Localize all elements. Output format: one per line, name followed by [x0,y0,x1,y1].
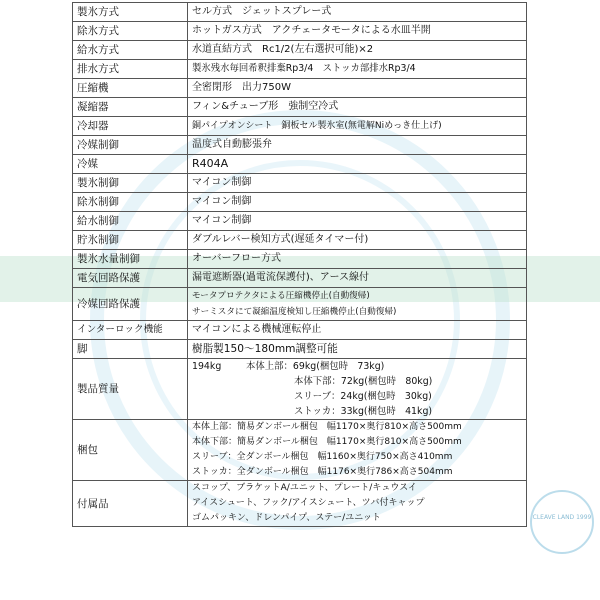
spec-value: フィン&チューブ形 強制空冷式 [188,98,527,117]
weight-net: 24kg [340,391,364,402]
spec-value: ダブルレバー検知方式(遅延タイマー付) [188,231,527,250]
spec-table [72,2,527,527]
spec-row [73,269,527,288]
spec-value: 漏電遮断器(過電流保護付)、アース線付 [188,269,527,288]
spec-value: 製氷残水毎回希釈排棄Rp3/4 ストッカ部排水Rp3/4 [188,60,527,79]
spec-row [73,231,527,250]
spec-value: オーバーフロー方式 [188,250,527,269]
spec-row [73,481,527,527]
spec-label: 付属品 [73,481,188,527]
spec-label: 給水方式 [73,41,188,60]
spec-row [73,359,527,420]
spec-label: 製品質量 [73,359,188,420]
spec-value: マイコンによる機械運転停止 [188,321,527,340]
spec-value-multiline [188,288,527,321]
spec-row [73,136,527,155]
weight-line [192,374,522,389]
spec-label: 除氷制御 [73,193,188,212]
spec-label: 脚 [73,340,188,359]
spec-label: 冷媒 [73,155,188,174]
spec-row [73,321,527,340]
spec-row [73,79,527,98]
spec-label: 冷媒回路保護 [73,288,188,321]
spec-value: セル方式 ジェットスプレー式 [188,3,527,22]
accessory-line: ゴムパッキン、ドレンパイプ、ステー/ユニット [192,513,381,523]
weight-line [192,389,522,404]
weight-total: 194kg [192,361,222,372]
spec-row [73,340,527,359]
accessory-line: スコップ、ブラケットA/ユニット、プレート/キュウスイ [192,483,417,493]
spec-value: 全密閉形 出力750W [188,79,527,98]
spec-row [73,98,527,117]
spec-value-multiline [188,359,527,420]
spec-label: 冷媒制御 [73,136,188,155]
spec-value: 銅パイプオンシート 銅板セル製氷室(無電解Niめっき仕上げ) [188,117,527,136]
spec-label: 電気回路保護 [73,269,188,288]
spec-row [73,212,527,231]
spec-label: 除氷方式 [73,22,188,41]
spec-label: 排水方式 [73,60,188,79]
weight-net: 72kg [340,376,365,387]
spec-row [73,420,527,481]
weight-net: 33kg [340,406,364,417]
packing-line: 本体下部：簡易ダンボール梱包 幅1170×奥行810×高さ500mm [192,437,462,447]
weight-part: 本体下部： [294,376,341,387]
spec-value: マイコン制御 [188,212,527,231]
spec-row [73,60,527,79]
spec-label: インターロック機能 [73,321,188,340]
weight-part: 本体上部： [246,361,293,372]
weight-part: スリーブ： [294,391,341,402]
weight-pack: (梱包時 41kg) [363,406,433,417]
spec-value-multiline [188,481,527,527]
weight-pack: (梱包時 30kg) [363,391,432,402]
spec-row [73,3,527,22]
spec-row [73,250,527,269]
weight-pack: (梱包時 80kg) [364,376,433,387]
spec-row [73,41,527,60]
shop-stamp-logo: CLEAVE LAND 1999 [530,490,594,554]
spec-value: 樹脂製150〜180mm調整可能 [188,340,527,359]
spec-label: 梱包 [73,420,188,481]
packing-line: 本体上部：簡易ダンボール梱包 幅1170×奥行810×高さ500mm [192,422,462,432]
spec-label: 給水制御 [73,212,188,231]
spec-value: 温度式自動膨張弁 [188,136,527,155]
spec-label: 製氷方式 [73,3,188,22]
spec-value-multiline [188,420,527,481]
spec-label: 貯氷制御 [73,231,188,250]
spec-row [73,288,527,321]
weight-part: ストッカ： [294,406,341,417]
spec-row [73,174,527,193]
spec-row [73,117,527,136]
packing-line: スリーブ：全ダンボール梱包 幅1160×奥行750×高さ410mm [192,452,453,462]
spec-label: 製氷制御 [73,174,188,193]
spec-value: R404A [188,155,527,174]
weight-line [192,404,522,419]
spec-row [73,155,527,174]
spec-label: 圧縮機 [73,79,188,98]
spec-label: 冷却器 [73,117,188,136]
spec-label: 製氷水量制御 [73,250,188,269]
spec-value: 水道直結方式 Rc1/2(左右選択可能)×2 [188,41,527,60]
weight-line [192,359,522,374]
spec-value: マイコン制御 [188,174,527,193]
spec-row [73,193,527,212]
spec-value: ホットガス方式 アクチェータモータによる水皿半開 [188,22,527,41]
weight-net: 69kg [292,361,317,372]
accessory-line: アイスシュート、フック/アイスシュート、ツバ付キャップ [192,498,425,508]
spec-line: サーミスタにて凝縮温度検知し圧縮機停止(自動復帰) [192,307,397,317]
spec-label: 凝縮器 [73,98,188,117]
spec-value: マイコン制御 [188,193,527,212]
spec-line: モータプロテクタによる圧縮機停止(自動復帰) [192,291,370,301]
packing-line: ストッカ：全ダンボール梱包 幅1176×奥行786×高さ504mm [192,467,453,477]
spec-row [73,22,527,41]
weight-pack: (梱包時 73kg) [316,361,385,372]
